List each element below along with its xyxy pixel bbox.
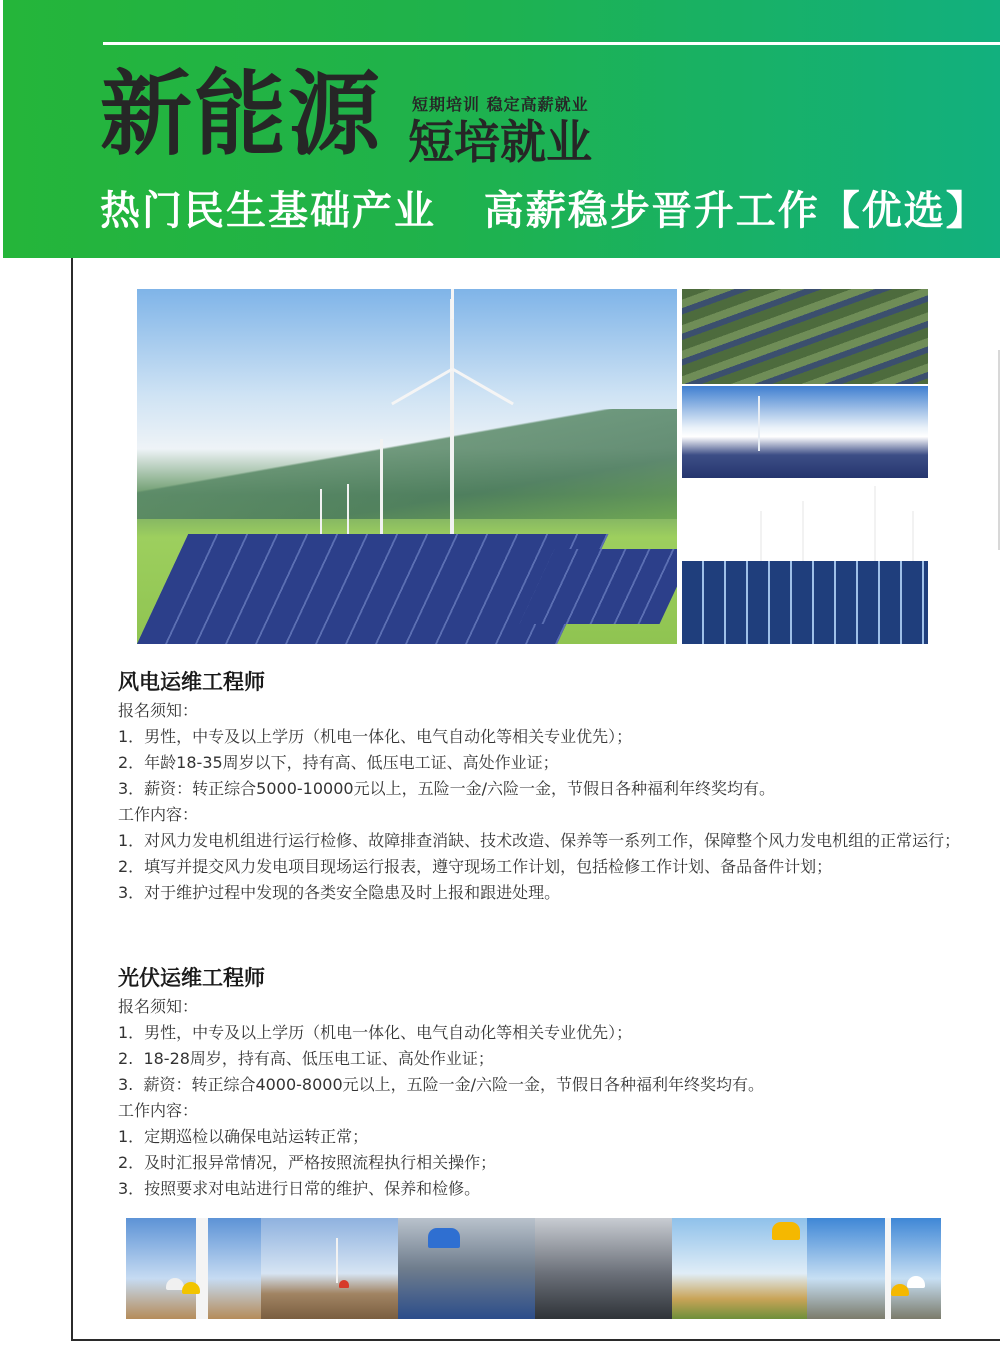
engineer-wind-farm-photo <box>672 1218 807 1319</box>
requirement-item: 3．薪资：转正综合5000-10000元以上，五险一金/六险一金，节假日各种福利年终奖均有。 <box>118 779 775 798</box>
page-title: 新能源 <box>100 61 383 168</box>
duties-label: 工作内容： <box>118 1101 199 1120</box>
section-heading: 风电运维工程师 <box>118 670 265 694</box>
section-pv-engineer <box>118 963 968 1202</box>
banner-top-rule <box>103 42 1000 45</box>
requirements-label: 报名须知： <box>118 997 199 1016</box>
solar-wind-sunset-photo <box>682 481 928 644</box>
wind-farm-field-photo <box>261 1218 398 1319</box>
tagline-large: 短培就业 <box>408 115 592 169</box>
duty-item: 1．对风力发电机组进行运行检修、故障排查消缺、技术改造、保养等一系列工作，保障整个风力发电机组的正常运行； <box>118 831 961 850</box>
requirement-item: 2．年龄18-35周岁以下，持有高、低压电工证、高处作业证； <box>118 753 559 772</box>
duty-item: 2．填写并提交风力发电项目现场运行报表，遵守现场工作计划，包括检修工作计划、备品备件计划； <box>118 857 833 876</box>
requirement-item: 2. 18-28周岁，持有高、低压电工证、高处作业证； <box>118 1049 494 1068</box>
wind-solar-landscape-photo <box>137 289 677 644</box>
technician-panel-photo <box>398 1218 535 1319</box>
duty-item: 1．定期巡检以确保电站运转正常； <box>118 1127 369 1146</box>
solar-farm-aerial-photo <box>682 289 928 384</box>
wind-turbine-workers-photo <box>126 1218 261 1319</box>
tagline-small: 短期培训 稳定高薪就业 <box>412 95 589 114</box>
duty-item: 3．按照要求对电站进行日常的维护、保养和检修。 <box>118 1179 481 1198</box>
control-room-photo <box>535 1218 672 1319</box>
requirements-label: 报名须知： <box>118 701 199 720</box>
requirement-item: 1．男性，中专及以上学历（机电一体化、电气自动化等相关专业优先）； <box>118 1023 633 1042</box>
solar-panels-clouds-photo <box>682 386 928 478</box>
frame-left-line <box>71 258 73 1340</box>
section-heading: 光伏运维工程师 <box>118 966 265 990</box>
duty-item: 2．及时汇报异常情况，严格按照流程执行相关操作； <box>118 1153 497 1172</box>
section-wind-engineer <box>118 667 968 906</box>
requirement-item: 1．男性，中专及以上学历（机电一体化、电气自动化等相关专业优先）； <box>118 727 633 746</box>
duty-item: 3．对于维护过程中发现的各类安全隐患及时上报和跟进处理。 <box>118 883 561 902</box>
frame-bottom-line <box>71 1339 1000 1341</box>
slogan: 热门民生基础产业 高薪稳步晋升工作【优选】 <box>100 188 988 234</box>
duties-label: 工作内容： <box>118 805 199 824</box>
requirement-item: 3. 薪资：转正综合4000-8000元以上，五险一金/六险一金，节假日各种福利年终奖均有。 <box>118 1075 765 1094</box>
engineers-turbine-photo <box>807 1218 941 1319</box>
